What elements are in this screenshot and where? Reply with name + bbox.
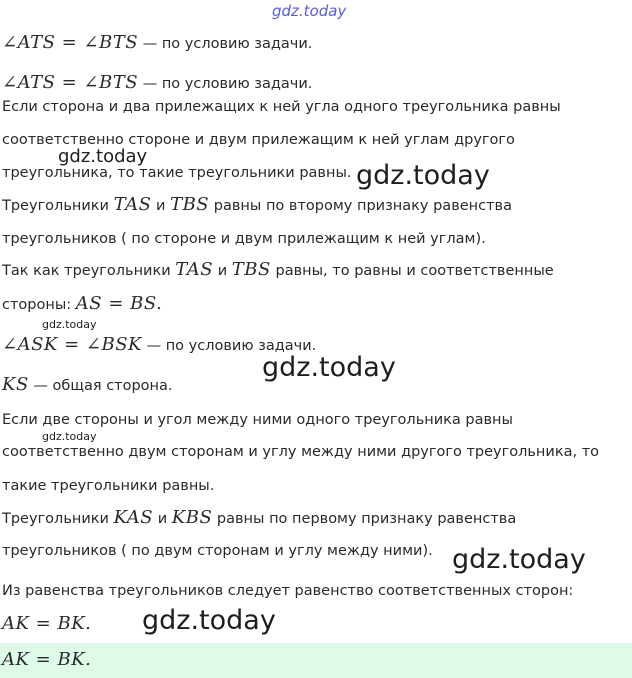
- solution-line: [2, 194, 512, 215]
- solution-line: [2, 72, 312, 93]
- solution-line: [2, 293, 162, 314]
- watermark: gdz.today: [42, 430, 97, 443]
- math-expression: AS = BS.: [75, 293, 163, 314]
- math-expression: TAS: [175, 259, 214, 280]
- math-expression: KBS: [171, 507, 213, 528]
- solution-line: Если сторона и два прилежащих к ней угла одного треугольника равны: [2, 99, 561, 115]
- text: Треугольники: [2, 198, 114, 214]
- math-expression: KS: [2, 374, 29, 395]
- text: равны по первому признаку равенства: [212, 511, 517, 527]
- solution-line: треугольников ( по стороне и двум прилежащим к ней углам).: [2, 231, 486, 247]
- answer-box: [0, 643, 632, 678]
- solution-line: треугольника, то такие треугольники равны.: [2, 165, 352, 181]
- watermark: gdz.today: [262, 352, 396, 383]
- solution-line: Из равенства треугольников следует равенство соответственных сторон:: [2, 583, 574, 599]
- math-expression: ∠ASK = ∠BSK: [2, 334, 142, 355]
- math-expression: ∠ATS = ∠BTS: [2, 72, 139, 93]
- math-expression: TAS: [113, 194, 152, 215]
- math-expression: KAS: [113, 507, 154, 528]
- solution-line: такие треугольники равны.: [2, 478, 215, 494]
- watermark: gdz.today: [58, 146, 148, 167]
- solution-line: Если две стороны и угол между ними одного треугольника равны: [2, 412, 513, 428]
- watermark: gdz.today: [142, 605, 276, 636]
- math-expression: AK = BK.: [2, 613, 92, 634]
- solution-line: [2, 374, 173, 395]
- solution-line: [2, 334, 316, 355]
- text: равны, то равны и соответственные: [270, 263, 554, 279]
- text: равны по второму признаку равенства: [209, 198, 512, 214]
- text: и: [213, 263, 232, 279]
- answer-line: [2, 649, 91, 670]
- watermark: gdz.today: [42, 318, 97, 331]
- text: — по условию задачи.: [138, 76, 313, 92]
- watermark: gdz.today: [452, 544, 586, 575]
- watermark: gdz.today: [272, 2, 347, 20]
- math-expression: AK = BK.: [2, 649, 92, 670]
- text: — по условию задачи.: [138, 36, 313, 52]
- watermark: gdz.today: [356, 160, 490, 191]
- text: Так как треугольники: [2, 263, 176, 279]
- solution-line: соответственно стороне и двум прилежащим к ней углам другого: [2, 132, 515, 148]
- math-expression: ∠ATS = ∠BTS: [2, 32, 139, 53]
- solution-line: [2, 32, 312, 53]
- solution-line: [2, 507, 516, 528]
- text: — по условию задачи.: [141, 338, 317, 354]
- solution-line: соответственно двум сторонам и углу между ними другого треугольника, то: [2, 444, 600, 460]
- text: и: [151, 198, 171, 214]
- text: Треугольники: [2, 511, 114, 527]
- math-expression: TBS: [170, 194, 210, 215]
- solution-line: [2, 613, 91, 634]
- text: и: [153, 511, 172, 527]
- solution-line: треугольников ( по двум сторонам и углу между ними).: [2, 543, 433, 559]
- solution-line: [2, 259, 554, 280]
- text: стороны:: [2, 297, 76, 313]
- math-expression: TBS: [231, 259, 271, 280]
- text: — общая сторона.: [28, 378, 173, 394]
